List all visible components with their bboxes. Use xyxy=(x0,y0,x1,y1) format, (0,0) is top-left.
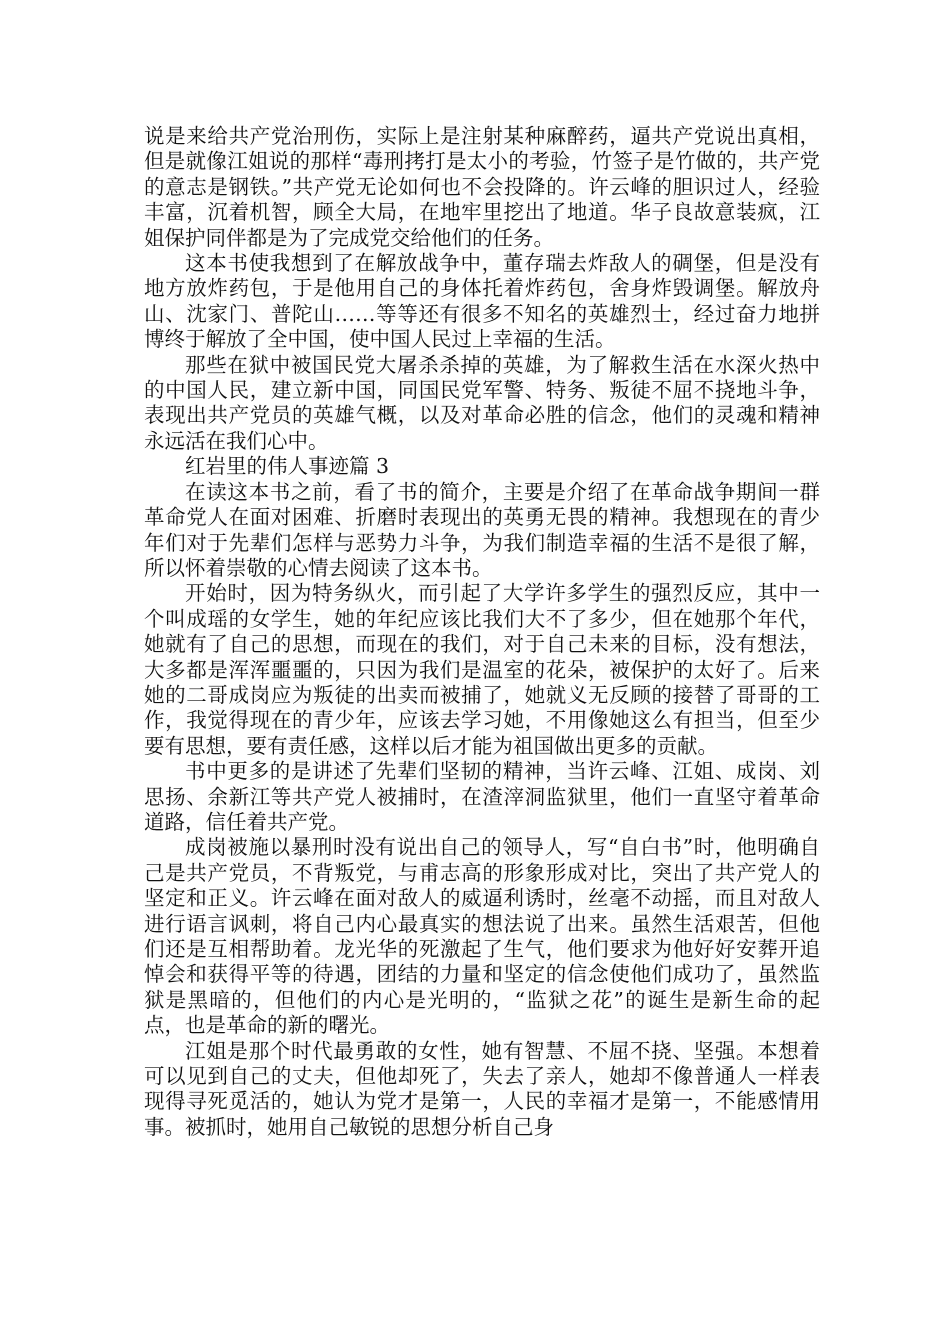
section-paragraph-3: 书中更多的是讲述了先辈们坚韧的精神，当许云峰、江姐、成岗、刘思扬、余新江等共产党人被捕时，在渣滓洞监狱里，他们一直坚守着革命道路，信任着共产党。 xyxy=(144,759,820,834)
section-paragraph-4: 成岗被施以暴刑时没有说出自己的领导人，写“自白书”时，他明确自己是共产党员，不背叛党，与甫志高的形象形成对比，突出了共产党人的坚定和正义。许云峰在面对敌人的威逼利诱时，丝毫不动摇，而且对敌人进行语言讽刺，将自己内心最真实的想法说了出来。虽然生活艰苦，但他们还是互相帮助着。龙光华的死激起了生气，他们要求为他好好安葬开追悼会和获得平等的待遇，团结的力量和坚定的信念使他们成功了，虽然监狱是黑暗的，但他们的内心是光明的，“监狱之花”的诞生是新生命的起点，也是革命的新的曙光。 xyxy=(144,835,820,1038)
paragraph-3: 那些在狱中被国民党大屠杀杀掉的英雄，为了解救生活在水深火热中的中国人民，建立新中国，同国民党军警、特务、叛徒不屈不挠地斗争，表现出共产党员的英雄气概，以及对革命必胜的信念，他们的灵魂和精神永远活在我们心中。 xyxy=(144,352,820,453)
paragraph-1: 说是来给共产党治刑伤，实际上是注射某种麻醉药，逼共产党说出真相，但是就像江姐说的那样“毒刑拷打是太小的考验，竹签子是竹做的，共产党的意志是钢铁。”共产党无论如何也不会投降的。许云峰的胆识过人，经验丰富，沉着机智，顾全大局，在地牢里挖出了地道。华子良故意装疯，江姐保护同伴都是为了完成党交给他们的任务。 xyxy=(144,124,820,250)
section-paragraph-1: 在读这本书之前，看了书的简介，主要是介绍了在革命战争期间一群革命党人在面对困难、折磨时表现出的英勇无畏的精神。我想现在的青少年们对于先辈们怎样与恶势力斗争，为我们制造幸福的生活不是很了解，所以怀着崇敬的心情去阅读了这本书。 xyxy=(144,479,820,580)
section-heading: 红岩里的伟人事迹篇 3 xyxy=(185,454,390,479)
document-body xyxy=(144,124,820,1140)
paragraph-2: 这本书使我想到了在解放战争中，董存瑞去炸敌人的碉堡，但是没有地方放炸药包，于是他用自己的身体托着炸药包，舍身炸毁调堡。解放舟山、沈家门、普陀山……等等还有很多不知名的英雄烈士，经过奋力地拼博终于解放了全中国，使中国人民过上幸福的生活。 xyxy=(144,251,820,352)
section-paragraph-5: 江姐是那个时代最勇敢的女性，她有智慧、不屈不挠、坚强。本想着可以见到自己的丈夫，但他却死了，失去了亲人，她却不像普通人一样表现得寻死觅活的，她认为党才是第一，人民的幸福才是第一，不能感情用事。被抓时，她用自己敏锐的思想分析自己身 xyxy=(144,1038,820,1139)
section-paragraph-2: 开始时，因为特务纵火，而引起了大学许多学生的强烈反应，其中一个叫成瑶的女学生，她的年纪应该比我们大不了多少，但在她那个年代，她就有了自己的思想，而现在的我们，对于自己未来的目标，没有想法，大多都是浑浑噩噩的，只因为我们是温室的花朵，被保护的太好了。后来她的二哥成岗应为叛徒的出卖而被捕了，她就义无反顾的接替了哥哥的工作，我觉得现在的青少年，应该去学习她，不用像她这么有担当，但至少要有思想，要有责任感，这样以后才能为祖国做出更多的贡献。 xyxy=(144,581,820,758)
